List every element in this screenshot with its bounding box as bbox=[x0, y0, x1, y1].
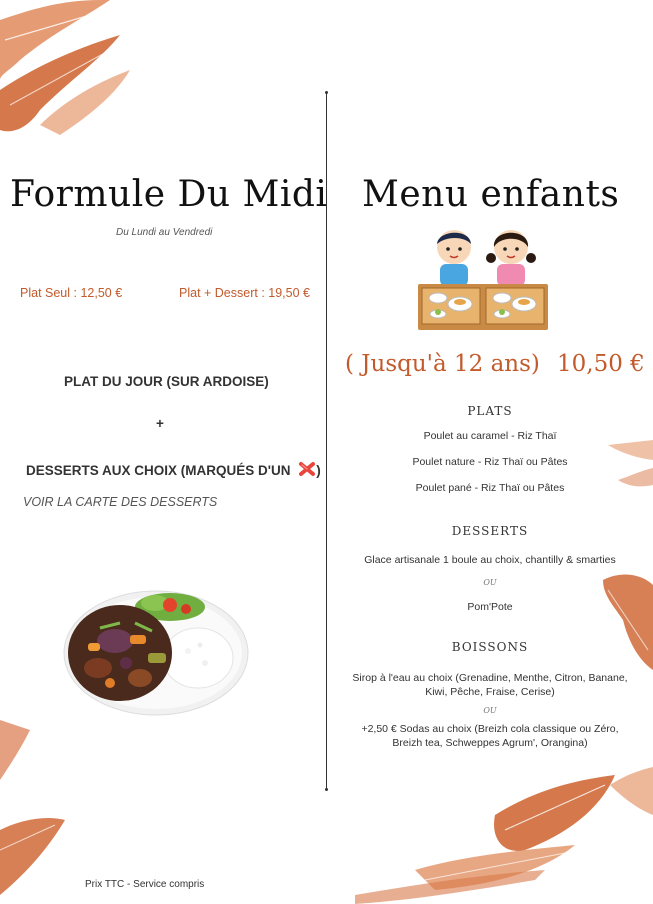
menu-enfants-title: Menu enfants bbox=[362, 174, 620, 215]
plus-sign: + bbox=[156, 416, 164, 431]
red-x-icon bbox=[298, 461, 316, 477]
food-plate-image bbox=[60, 583, 252, 718]
kids-eating-icon bbox=[416, 222, 550, 332]
or-separator-1: OU bbox=[483, 578, 497, 587]
desserts-au-choix-close: ) bbox=[316, 463, 321, 478]
boisson-item-2-line1: +2,50 € Sodas au choix (Breizh cola classique ou Zéro, bbox=[361, 723, 619, 735]
marble-decoration-top-left bbox=[0, 0, 170, 140]
boissons-heading: BOISSONS bbox=[451, 640, 529, 654]
boisson-item-1-line2: Kiwi, Pêche, Fraise, Cerise) bbox=[425, 686, 555, 698]
dessert-item-1: Glace artisanale 1 boule au choix, chantilly & smarties bbox=[364, 554, 616, 566]
plat-item-3: Poulet pané - Riz Thaï ou Pâtes bbox=[415, 482, 565, 494]
marble-decoration-bottom-left bbox=[0, 720, 70, 904]
kids-menu-price: 10,50 € bbox=[557, 351, 645, 377]
or-separator-2: OU bbox=[483, 706, 497, 715]
desserts-heading: DESSERTS bbox=[451, 524, 529, 538]
dessert-item-2: Pom'Pote bbox=[467, 601, 513, 613]
boisson-item-2-line2: Breizh tea, Schweppes Agrum', Orangina) bbox=[392, 737, 588, 749]
marble-decoration-bottom-right bbox=[355, 755, 653, 904]
footer-price-note: Prix TTC - Service compris bbox=[85, 879, 205, 890]
formule-title: Formule Du Midi bbox=[10, 174, 328, 215]
plat-du-jour: PLAT DU JOUR (SUR ARDOISE) bbox=[64, 374, 269, 389]
desserts-au-choix-label: DESSERTS AUX CHOIX (MARQUÉS D'UN bbox=[26, 463, 291, 478]
plat-item-2: Poulet nature - Riz Thaï ou Pâtes bbox=[412, 456, 568, 468]
desserts-au-choix bbox=[26, 461, 321, 478]
boisson-item-1-line1: Sirop à l'eau au choix (Grenadine, Menthe, Citron, Banane, bbox=[352, 672, 628, 684]
price-plat-seul: Plat Seul : 12,50 € bbox=[20, 286, 123, 300]
voir-carte-desserts: VOIR LA CARTE DES DESSERTS bbox=[23, 495, 218, 509]
plats-heading: PLATS bbox=[467, 404, 513, 418]
plat-item-1: Poulet au caramel - Riz Thaï bbox=[423, 430, 557, 442]
age-label: ( Jusqu'à 12 ans) bbox=[345, 351, 540, 377]
price-plat-dessert: Plat + Dessert : 19,50 € bbox=[179, 286, 310, 300]
formule-subtitle: Du Lundi au Vendredi bbox=[116, 227, 213, 238]
